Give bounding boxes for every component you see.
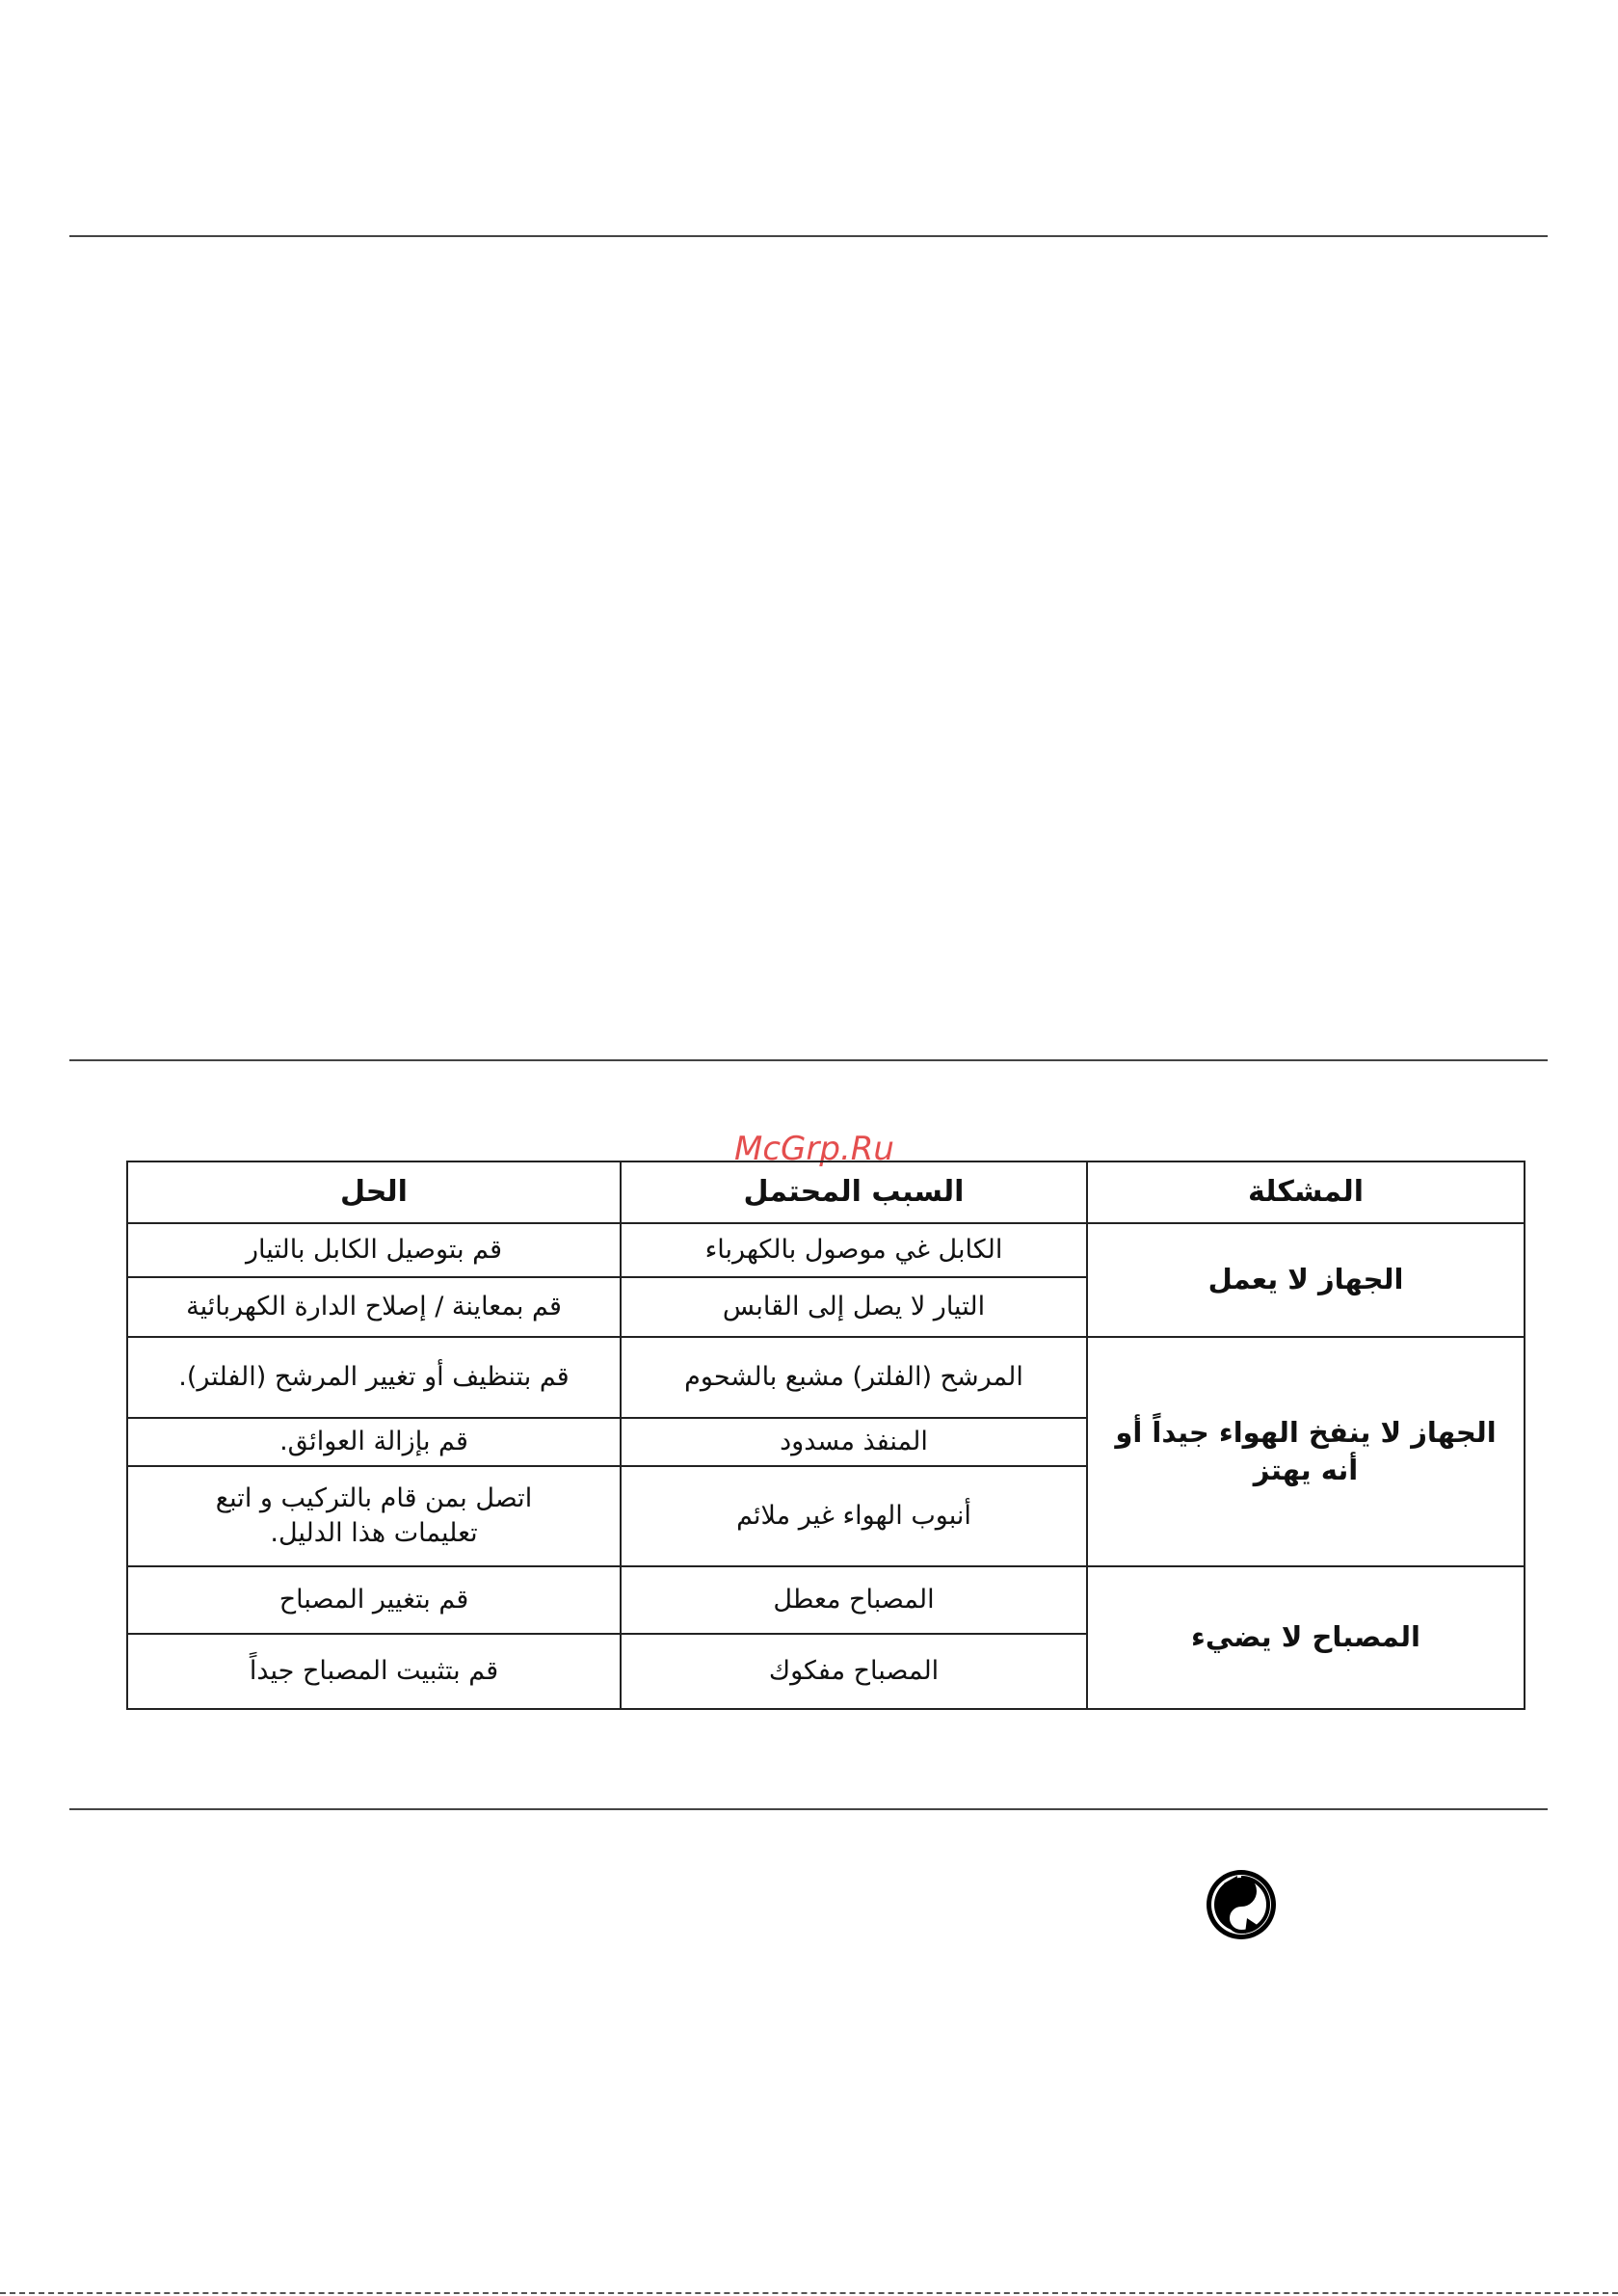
divider-bottom [69,1808,1548,1810]
header-solution: الحل [127,1161,621,1223]
cause-cell: المرشح (الفلتر) مشبع بالشحوم [621,1337,1087,1418]
header-problem: المشكلة [1087,1161,1525,1223]
solution-cell: قم بتنظيف أو تغيير المرشح (الفلتر). [127,1337,621,1418]
cause-cell: المصباح مفكوك [621,1634,1087,1709]
solution-cell: قم بتثبيت المصباح جيداً [127,1634,621,1709]
solution-cell: اتصل بمن قام بالتركيب و اتبع تعليمات هذا الدليل. [127,1466,621,1566]
page-bottom-edge [0,2292,1618,2294]
solution-cell: قم بتغيير المصباح [127,1566,621,1634]
cause-cell: المنفذ مسدود [621,1418,1087,1466]
divider-top [69,235,1548,237]
cause-cell: المصباح معطل [621,1566,1087,1634]
watermark: McGrp.Ru [734,1130,894,1168]
cause-cell: الكابل غي موصول بالكهرباء [621,1223,1087,1277]
divider-middle [69,1059,1548,1061]
cause-cell: أنبوب الهواء غير ملائم [621,1466,1087,1566]
problem-cell: الجهاز لا يعمل [1087,1223,1525,1337]
solution-cell: قم بإزالة العوائق. [127,1418,621,1466]
troubleshooting-table [126,1161,1525,1710]
problem-cell: الجهاز لا ينفخ الهواء جيداً أو أنه يهتز [1087,1337,1525,1566]
solution-cell: قم بتوصيل الكابل بالتيار [127,1223,621,1277]
table-row [127,1337,1525,1418]
table-row [127,1223,1525,1277]
table-row [127,1566,1525,1634]
problem-cell: المصباح لا يضيء [1087,1566,1525,1709]
green-dot-recycle-icon [1203,1866,1280,1943]
cause-cell: التيار لا يصل إلى القابس [621,1277,1087,1337]
solution-cell: قم بمعاينة / إصلاح الدارة الكهربائية [127,1277,621,1337]
header-cause: السبب المحتمل [621,1161,1087,1223]
table-header-row [127,1161,1525,1223]
